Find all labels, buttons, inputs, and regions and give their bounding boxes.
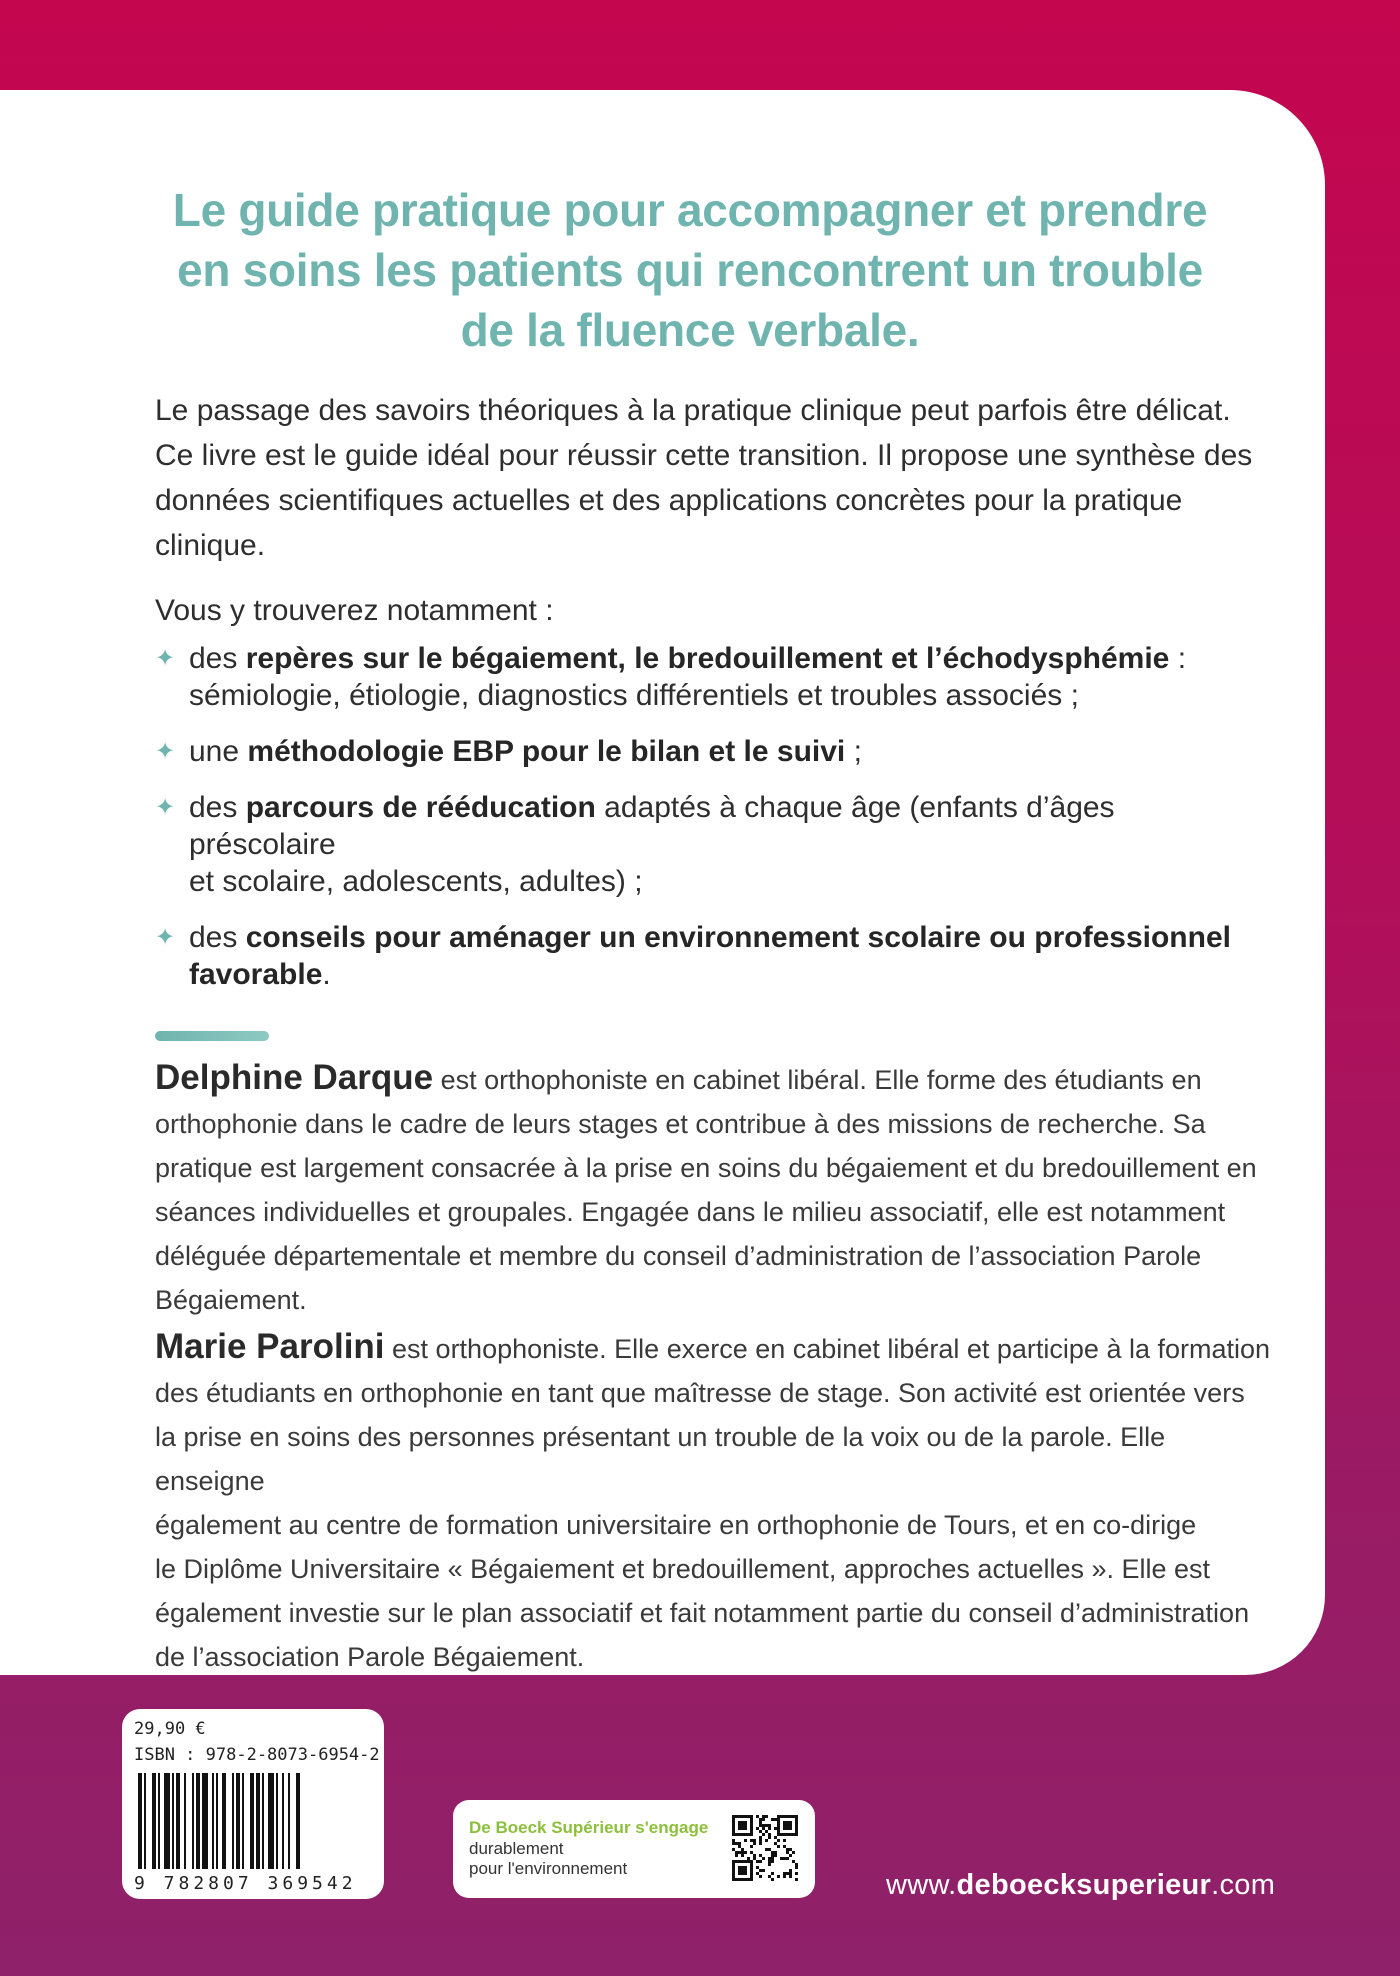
bio-line: séances individuelles et groupales. Engagée dans le milieu associatif, elle est notamment (155, 1197, 1226, 1227)
barcode-panel (122, 1709, 384, 1899)
sparkle-icon: ✦ (155, 924, 176, 951)
author-name: Marie Parolini (155, 1327, 385, 1366)
engage-line: pour l'environnement (469, 1859, 628, 1878)
features-intro: Vous y trouverez notamment : (155, 594, 554, 627)
headline-line: Le guide pratique pour accompagner et prendre (172, 184, 1208, 236)
headline-line: en soins les patients qui rencontrent un trouble (177, 244, 1203, 296)
feature-bold: favorable (189, 958, 323, 991)
feature-text: des (189, 642, 246, 675)
engage-title: De Boeck Supérieur s'engage (469, 1818, 709, 1837)
bio-line: Bégaiement. (155, 1285, 307, 1315)
engage-line: durablement (469, 1839, 564, 1858)
intro-line: Le passage des savoirs théoriques à la pratique clinique peut parfois être délicat. (155, 394, 1231, 427)
intro-line: données scientifiques actuelles et des applications concrètes pour la pratique (155, 484, 1183, 517)
feature-text: et scolaire, adolescents, adultes) ; (189, 865, 643, 898)
bio-line: de l’association Parole Bégaiement. (155, 1642, 585, 1672)
website-prefix: www. (886, 1869, 957, 1901)
bio-line: le Diplôme Universitaire « Bégaiement et bredouillement, approches actuelles ». Elle est (155, 1554, 1211, 1584)
headline-line: de la fluence verbale. (460, 304, 920, 356)
feature-bold: méthodologie EBP pour le bilan et le suivi (247, 735, 846, 768)
sparkle-icon: ✦ (155, 738, 176, 765)
bio-line: des étudiants en orthophonie en tant que maîtresse de stage. Son activité est orientée vers (155, 1378, 1245, 1408)
feature-text: sémiologie, étiologie, diagnostics différentiels et troubles associés ; (189, 679, 1079, 712)
features-list (155, 640, 1265, 1012)
feature-bold: parcours de rééducation (245, 791, 596, 824)
bio-line: pratique est largement consacrée à la prise en soins du bégaiement et du bredouillement en (155, 1153, 1257, 1183)
sparkle-icon: ✦ (155, 645, 176, 672)
feature-text: adaptés à chaque âge (enfants d’âges préscolaire (189, 791, 1115, 861)
author-bio (155, 1056, 1275, 1322)
intro-line: Ce livre est le guide idéal pour réussir cette transition. Il propose une synthèse des (155, 439, 1253, 472)
accent-divider (155, 1031, 269, 1041)
author-bio (155, 1325, 1275, 1679)
website-suffix: .com (1211, 1869, 1276, 1901)
feature-text: une (189, 735, 248, 768)
intro-line: clinique. (155, 529, 266, 562)
sparkle-icon: ✦ (155, 794, 176, 821)
intro-paragraph (155, 388, 1265, 568)
barcode-digits: 9 782807 369542 (134, 1873, 357, 1894)
bio-line: également au centre de formation universitaire en orthophonie de Tours, et en co-dirige (155, 1510, 1197, 1540)
list-item (155, 733, 1265, 770)
bio-line: la prise en soins des personnes présentant un trouble de la voix ou de la parole. Elle enseigne (155, 1422, 1166, 1496)
feature-text: des (189, 791, 246, 824)
price: 29,90 € (134, 1719, 206, 1739)
author-name: Delphine Darque (155, 1058, 434, 1097)
list-item (155, 640, 1265, 714)
feature-bold: repères sur le bégaiement, le bredouillement et l’échodysphémie (245, 642, 1170, 675)
list-item (155, 919, 1265, 993)
feature-text: : (1169, 642, 1187, 675)
bio-text: est orthophoniste. Elle exerce en cabinet libéral et participe à la formation (384, 1334, 1271, 1364)
qr-code-icon (731, 1814, 799, 1882)
bio-text: est orthophoniste en cabinet libéral. Elle forme des étudiants en (433, 1065, 1202, 1095)
website-link[interactable] (886, 1869, 1275, 1902)
headline (160, 180, 1220, 360)
feature-text: ; (845, 735, 862, 768)
feature-bold: conseils pour aménager un environnement scolaire ou professionnel (245, 921, 1231, 954)
isbn: ISBN : 978-2-8073-6954-2 (134, 1745, 380, 1765)
feature-text: des (189, 921, 246, 954)
barcode-icon (134, 1773, 372, 1873)
feature-text: . (322, 958, 331, 991)
engagement-badge (453, 1800, 815, 1898)
list-item (155, 789, 1265, 900)
bio-line: également investie sur le plan associatif et fait notamment partie du conseil d’administration (155, 1598, 1250, 1628)
bio-line: orthophonie dans le cadre de leurs stages et contribue à des missions de recherche. Sa (155, 1109, 1206, 1139)
website-brand: deboecksuperieur (956, 1869, 1212, 1901)
bio-line: déléguée départementale et membre du conseil d’administration de l’association Parole (155, 1241, 1202, 1271)
